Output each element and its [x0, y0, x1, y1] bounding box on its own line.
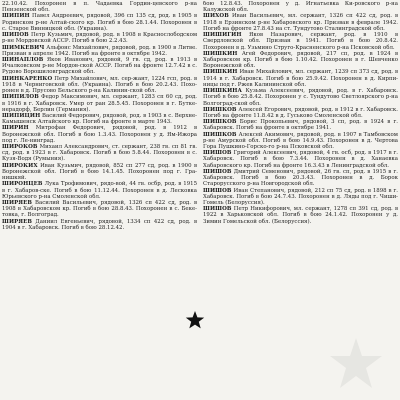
entry-surname: ШИШИГИН — [203, 32, 242, 39]
list-item — [2, 13, 197, 32]
entry-text: Иван Михайлович, мл. сержант, 1239 сп 373 сд, род. в 1914 в г. Хабаровск. Погиб в бою 25.9.42. Похоронен в д. Кирпи-ницы под г. Ржев Калининской обл. — [203, 69, 398, 88]
continued-entry — [2, 1, 197, 13]
entry-surname: ШИШКОВ — [203, 106, 237, 113]
entry-surname: ШИРОНЦЕВ — [2, 181, 43, 188]
entry-text: Федор Максимович, мл. сержант, 1283 сп 60 сд, род. в 1916 в г. Хабаровск. Умер от ран 28.5.45. Похоронен в г. Бутке-нерадорф, Берлин (Германия). — [2, 94, 197, 113]
entry-surname: ШИШОВ — [203, 187, 232, 194]
entry-surname: ШИШОВ — [203, 150, 232, 157]
entry-text: Яков Назарович, сержант, род. в 1910 в Свердловской обл. Призван в 1941. Погиб в бою 20.8.42. Похоронен в д. Узьмино Струго-Красненского р-на Псковской обл. — [203, 32, 398, 51]
entry-text: Василий Федорович, рядовой, род. в 1903 в с. Верхне-Камышенск Алтайского кр. Погиб на фронте в марте 1943. — [2, 112, 197, 126]
entry-surname: ШИМКЕВИЧ — [2, 44, 45, 51]
continued-text: 22.10.42. Похоронен в п. Чадаевка Гордин-цевского р-на Пензенской обл. — [2, 1, 197, 14]
entry-surname: ШИШКИН — [203, 50, 238, 57]
entry-text: Митрофан Федорович, рядовой, род. в 1912 в Воронежской обл. Погиб в бою 1.3.43. Похоронен у д. Ям-Ижора под г. Ле-нинград. — [2, 125, 197, 144]
entry-surname: ШИПИН — [2, 13, 30, 20]
entry-text: Павел Андреевич, рядовой, 396 сп 135 сд, род. в 1905 в Родинском р-не Алтай-ского кр. Погиб в бою 28.1.44. Похоронен в с. Старое Винницкой обл. (Украина). — [2, 13, 197, 32]
list-item — [203, 150, 398, 169]
list-item — [203, 188, 398, 207]
entry-text: Альфонс Михайлович, рядовой, род. в 1900 в Литве. Призван в апреле 1942. Погиб на фронте в октябре 1942. — [2, 44, 197, 57]
entry-surname: ШИХОВ — [203, 13, 229, 20]
entry-surname: ШИШКОВ — [203, 119, 237, 126]
entry-text: Иван Кузьмич, рядовой, 852 сп 277 сд, род. в 1900 в Воронежской обл. Погиб в бою 14.1.45. Похоронен под г. Гра-нишкяй. — [2, 162, 197, 182]
list-item — [2, 163, 197, 182]
list-item — [2, 181, 197, 200]
entry-text: Алексей Егорович, рядовой, род. в 1912 в г. Хабаровск. Погиб на фронте 11.8.42 в д. Гуськово Смоленской обл. — [203, 106, 398, 119]
entry-text: Петр Михайлович, мл. сер-жант, 1224 гсп, род. в 1918 в Черниговской обл. (Украина). Погиб в бою 20.2.43. Похо-ронен в д. Прусово Бельского р-на Калинин-ской обл. — [2, 75, 197, 95]
entry-surname: ШИРОКОВ — [2, 144, 38, 151]
list-item — [2, 32, 197, 44]
entry-text: Михаил Александрович, ст. сержант, 238 гв. сп 81 гв. сд, род. в 1923 в г. Хабаровск. Погиб в бою 5.8.44. Похоронен в с. Кузя-Водя (Румыния). — [2, 144, 197, 163]
entry-surname: ШИРИН — [2, 125, 29, 132]
list-item — [203, 88, 398, 107]
entry-surname: ШИШКИНА — [203, 88, 243, 95]
entry-text: Иван Степанович, рядовой, 212 сп 75 сд, род. в 1898 в г. Хабаровск. Погиб в бою 24.7.43. Похоронен в д. Ляды под г. Чиши-Гомель (Белоруссия). — [203, 187, 398, 206]
entry-surname: ШИПИЦИН — [2, 112, 41, 119]
entry-surname: ШИШОВ — [203, 168, 232, 175]
entry-surname: ШИРЯЕВ — [2, 200, 33, 206]
list-item — [203, 132, 398, 151]
list-item — [2, 45, 197, 57]
left-column — [2, 1, 197, 399]
list-item — [2, 144, 197, 163]
entry-text: Василий Васильевич, рядовой, 1326 сп 422 сд, род. в 1908 в Хабаровском кр. Погиб в бою 28.8.43. Похоронен в с. Беке-товка, г. Волгоград. — [2, 200, 197, 219]
entry-text: Петр Кузьмич, рядовой, род. в 1908 в Краснослободском р-не Мордовской АССР. Погиб в бою 2.2.43. — [2, 32, 197, 45]
entry-surname: ШИРОКИХ — [2, 162, 38, 169]
star-icon — [185, 310, 205, 330]
entry-surname: ШИШКОВ — [203, 131, 237, 138]
entry-surname: ШИНАПЛОВ — [2, 56, 44, 63]
list-item — [203, 32, 398, 51]
continued-entry — [203, 1, 398, 13]
entry-text: Лука Трофимович, рядо-вой, 44 гв. осбр, род. в 1915 в г. Хабаров-ске. Погиб в бою 11.12.44. Похоронен в д. Лесковка Юрьевского р-на Смоленской обл. — [2, 181, 197, 200]
entry-surname: ШИПОВ — [2, 32, 29, 39]
list-item — [203, 13, 398, 32]
list-item — [203, 119, 398, 131]
list-item — [203, 69, 398, 88]
list-item — [2, 200, 197, 219]
entry-surname: ШИШОВ — [203, 206, 232, 213]
entry-text: Алексей Акимович, рядовой, род. в 1907 в Тамбовском р-не Амурской обл. Погиб в бою 14.9.43. Похоронен в д. Чертова Гора Пушкино-Горско-го р-на Псковской обл. — [203, 131, 398, 151]
entry-surname: ШИРЯЕВ — [2, 218, 33, 225]
list-item — [203, 169, 398, 188]
entry-surname: ШИНКАРЕНКО — [2, 75, 53, 82]
list-item — [2, 57, 197, 76]
entry-text: Григорий Алексеевич, рядовой, 4 гв. осб, род. в 1917 в г. Хабаровск. Погиб в бою 7.3.44. Похоронен в д. Ханаевка Хабаровского кр. Погиб на фронте 16.3.43 в Ленинградской обл. — [203, 150, 398, 169]
watermark-icon — [316, 334, 396, 394]
list-item — [203, 107, 398, 119]
list-item — [2, 94, 197, 113]
list-item — [203, 206, 398, 225]
list-item — [2, 113, 197, 125]
entry-text: Борис Прокопьевич, рядовой, 3 сп, род. в 1924 в г. Хабаровск. Погиб на фронте в октябре 1941. — [203, 119, 398, 132]
entry-text: Иван Васильевич, мл. сержант, 1326 сп 422 сд, род. в 1918 в Ерзинском р-не Хабаровского кр. Призван в феврале 1942. Погиб на фронте 27.8.43 на ст. Тундутово Сталинградской обл. — [203, 13, 398, 32]
continued-text: бою 12.8.43. Похоронен у д. Игнатьевка Ки-ровского р-на Калужской обл. — [203, 1, 398, 14]
list-item — [203, 51, 398, 70]
entry-text: Яков Иванович, рядовой, 9 гв. сд, род. в 1913 в Ичалковском р-не Мордов-ской АССР. Погиб на фронте 12.7.42 в с. Рудово Ворошиловградской обл. — [2, 56, 197, 76]
entry-text: Дмитрий Семенович, рядовой, 26 гв. сп, род. в 1915 в г. Хабаровск. Погиб в бою 20.3.43. Похоронен в д. Борок Старорусского р-на Новгородской обл. — [203, 168, 398, 188]
entry-text: Кузьма Алексеевич, рядовой, род. в г. Хабаровск. Погиб в бою 25.8.42. Похоронен у с. Тундутово Светлоярского р-на Волгоград-ской обл. — [203, 88, 398, 107]
list-item — [2, 125, 197, 144]
list-item — [2, 76, 197, 95]
entry-surname: ШИШКИН — [203, 69, 238, 76]
entry-text: Даниил Евгеньевич, рядовой, 1334 сп 422 сд, род. в 1904 в г. Хабаровск. Погиб в бою 28.12.42. — [2, 218, 197, 231]
entry-text: Агей Федорович, рядовой, 217 сп, род. в 1924 в Хабаровском кр. Погиб в бою 1.10.42. Похоронен в г. Шевченко Воронежской обл. — [203, 50, 398, 70]
entry-surname: ШИПИЛОВ — [2, 94, 39, 101]
list-item — [2, 219, 197, 231]
entry-text: Петр Никифорович, мл. сержант, 1278 сп 391 сд, род. в 1922 в Харьковской обл. Погиб в бою 24.1.42. Похоронен у д. Зимин Гомельской обл. (Белоруссия). — [203, 206, 398, 225]
